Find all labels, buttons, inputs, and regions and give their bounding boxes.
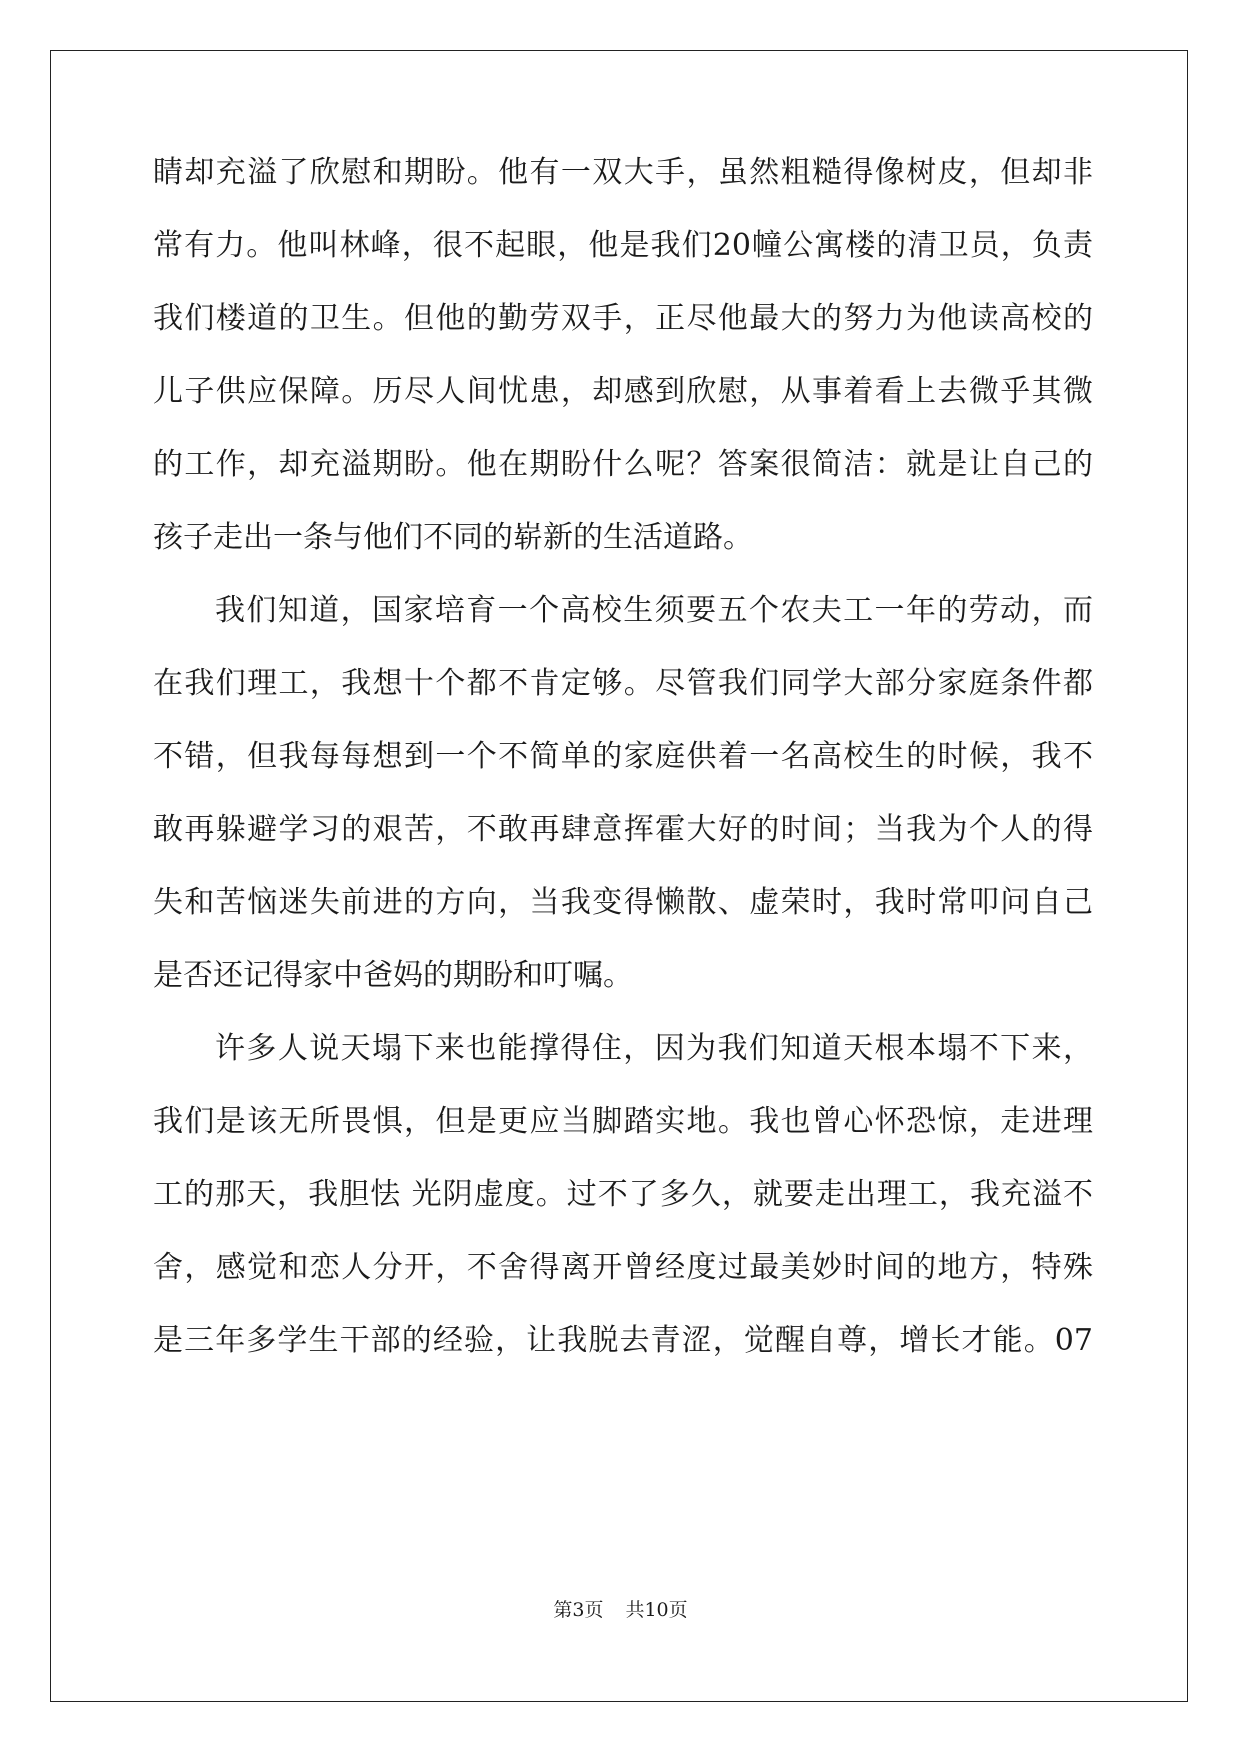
text-line: 舍，感觉和恋人分开，不舍得离开曾经度过最美妙时间的地方，特殊 — [153, 1250, 1093, 1285]
text-line: 工的那天，我胆怯 光阴虚度。过不了多久，就要走出理工，我充溢不 — [153, 1177, 1093, 1212]
text-line: 敢再躲避学习的艰苦，不敢再肆意挥霍大好的时间；当我为个人的得 — [153, 812, 1093, 847]
text-line: 在我们理工，我想十个都不肯定够。尽管我们同学大部分家庭条件都 — [153, 666, 1093, 701]
text-line: 是三年多学生干部的经验，让我脱去青涩，觉醒自尊，增长才能。07 — [153, 1323, 1093, 1358]
text-line: 的工作，却充溢期盼。他在期盼什么呢？答案很简洁：就是让自己的 — [153, 447, 1093, 482]
text-line: 我们楼道的卫生。但他的勤劳双手，正尽他最大的努力为他读高校的 — [153, 301, 1093, 336]
page-footer — [0, 1598, 1241, 1622]
text-line: 我们知道，国家培育一个高校生须要五个农夫工一年的劳动，而 — [215, 593, 1093, 628]
text-line: 许多人说天塌下来也能撑得住，因为我们知道天根本塌不下来， — [215, 1031, 1093, 1066]
text-line: 孩子走出一条与他们不同的崭新的生活道路。 — [153, 520, 753, 555]
page-total: 共10页 — [625, 1599, 688, 1621]
text-line: 睛却充溢了欣慰和期盼。他有一双大手，虽然粗糙得像树皮，但却非 — [153, 155, 1093, 190]
text-line: 是否还记得家中爸妈的期盼和叮嘱。 — [153, 958, 633, 993]
text-line: 常有力。他叫林峰，很不起眼，他是我们20幢公寓楼的清卫员，负责 — [153, 228, 1093, 263]
text-line: 儿子供应保障。历尽人间忧患，却感到欣慰，从事着看上去微乎其微 — [153, 374, 1093, 409]
page-border — [50, 50, 1188, 1702]
text-line: 失和苦恼迷失前进的方向，当我变得懒散、虚荣时，我时常叩问自己 — [153, 885, 1093, 920]
text-line: 我们是该无所畏惧，但是更应当脚踏实地。我也曾心怀恐惊，走进理 — [153, 1104, 1093, 1139]
text-line: 不错，但我每每想到一个不简单的家庭供着一名高校生的时候，我不 — [153, 739, 1093, 774]
page-number: 第3页 — [553, 1599, 604, 1621]
